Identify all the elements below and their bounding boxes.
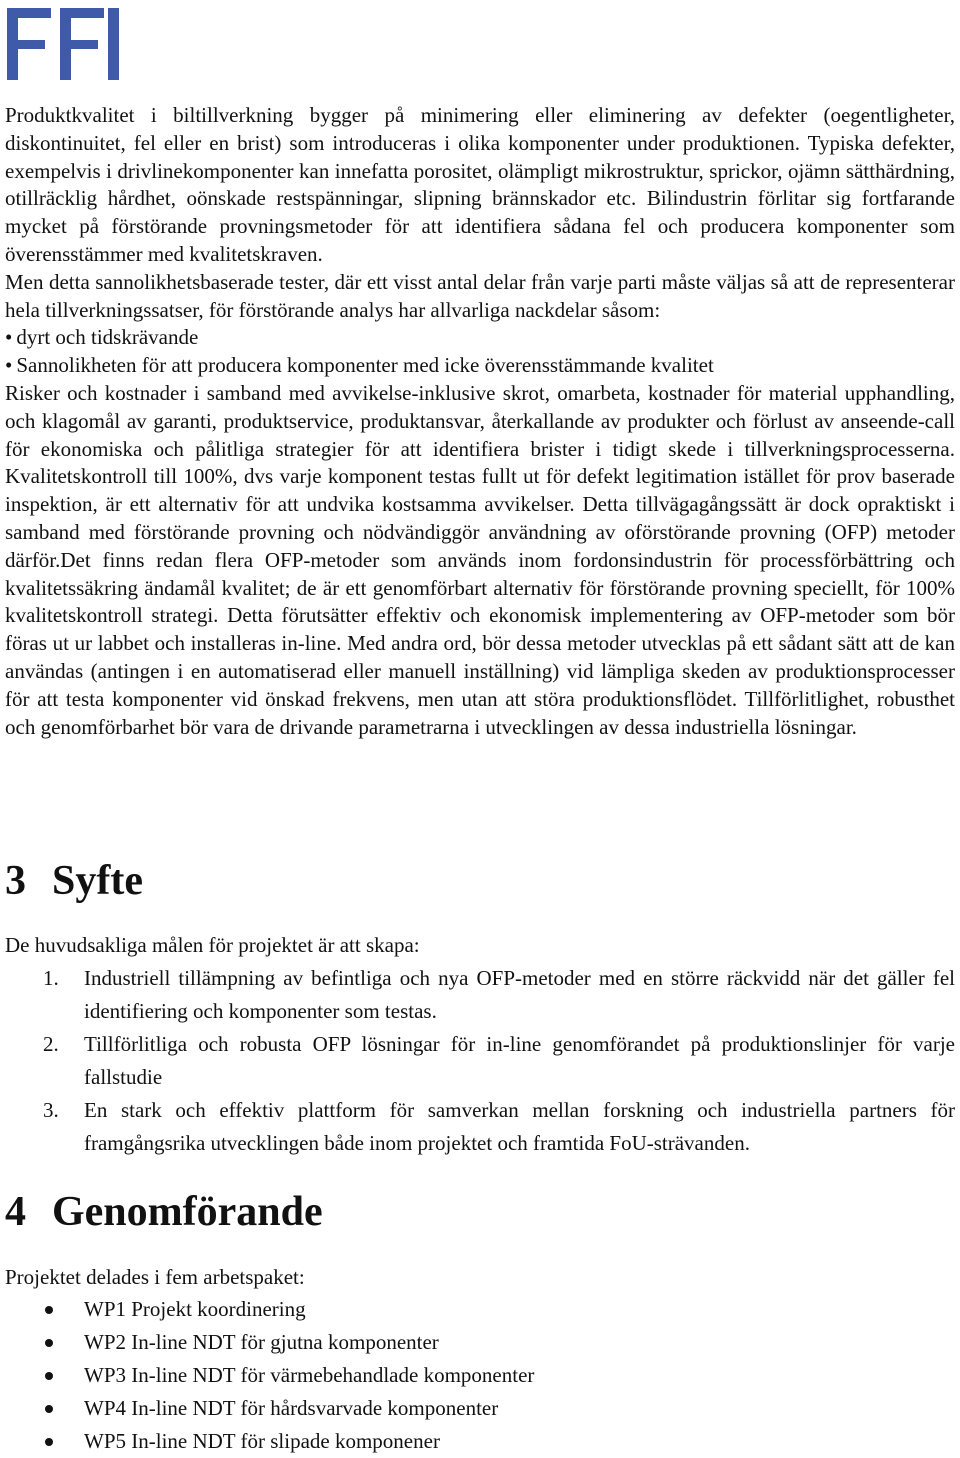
inline-bullet-text: dyrt och tidskrävande xyxy=(16,325,199,350)
section-heading-4 xyxy=(5,1188,323,1236)
section-number: 4 xyxy=(5,1189,26,1235)
list-item xyxy=(5,1094,955,1160)
inline-bullet-1 xyxy=(5,324,955,352)
section-3-intro: De huvudsakliga målen för projektet är att skapa: xyxy=(5,933,420,957)
body-text xyxy=(5,102,955,741)
section-title: Genomförande xyxy=(52,1189,323,1235)
bullet-dot: • xyxy=(5,353,13,378)
list-marker: 3. xyxy=(43,1098,59,1122)
intro-paragraph: Produktkvalitet i biltillverkning bygger på minimering eller eliminering av defekter (oegentligheter, diskontinuitet, fel eller en brist) som introduceras i olika komponenter under produktionen. Typiska defekter, exempelvis i drivlinekomponenter kan innefatta porositet, olämpligt mikrostruktur, sprickor, ojämn sätthärdning, otillräcklig hårdhet, oönskade restspänningar, slipning brännskador etc. Bilindustrin förlitar sig fortfarande mycket på förstörande provningsmetoder för att identifiera sådana fel och producera komponenter som överensstämmer med kvalitetskraven. xyxy=(5,103,955,266)
list-item-text: En stark och effektiv plattform för samverkan mellan forskning och industriella partners för framgångsrika utvecklingen både inom projektet och framtida FoU-strävanden. xyxy=(84,1098,955,1155)
list-marker: 2. xyxy=(43,1032,59,1056)
list-item xyxy=(5,1326,955,1359)
bullet-icon xyxy=(45,1438,53,1446)
second-paragraph: Men detta sannolikhetsbaserade tester, där ett visst antal delar från varje parti måste väljas så att de representerar hela tillverkningssatser, för förstörande analys har allvarliga nackdelar såsom: xyxy=(5,269,955,322)
work-packages-list xyxy=(5,1293,955,1458)
bullet-icon xyxy=(45,1339,53,1347)
list-item xyxy=(5,962,955,1028)
bullet-icon xyxy=(45,1372,53,1380)
section-number: 3 xyxy=(5,858,26,904)
list-item-text: Tillförlitliga och robusta OFP lösningar för in-line genomförandet på produktionslinjer för varje fallstudie xyxy=(84,1032,955,1089)
bullet-icon xyxy=(45,1306,53,1314)
list-marker: 1. xyxy=(43,966,59,990)
ffi-logo-graphic xyxy=(5,2,120,80)
bullet-dot: • xyxy=(5,325,13,350)
list-item-text: WP4 In-line NDT för hårdsvarvade komponenter xyxy=(84,1396,499,1420)
ffi-logo xyxy=(5,2,120,80)
list-item-text: WP5 In-line NDT för slipade komponener xyxy=(84,1429,440,1453)
list-item-text: WP1 Projekt koordinering xyxy=(84,1297,306,1321)
inline-bullet-text: Sannolikheten för att producera komponenter med icke överensstämmande kvalitet xyxy=(16,353,714,378)
bullet-icon xyxy=(45,1405,53,1413)
third-paragraph: Risker och kostnader i samband med avvikelse-inklusive skrot, omarbeta, kostnader för material upphandling, och klagomål av garanti, produktservice, produktansvar, återkallande av produkter och förlust av anseende-call för ekonomiska och pålitliga strategier för att identifiera brister i tidigt skede i tillverkningsprocesserna. Kvalitetskontroll till 100%, dvs varje komponent testas fullt ut för defekt legitimation istället för prov baserade inspektion, är ett alternativ för att undvika kostsamma avvikelser. Detta tillvägagångssätt är dock opraktiskt i samband med förstörande provning och nödvändiggör användning av oförstörande provning (OFP) metoder därför.Det finns redan flera OFP-metoder som används inom fordonsindustrin för processförbättring och kvalitetssäkring ändamål kvalitet; de är ett genomförbart alternativ för förstörande provning speciellt, för 100% kvalitetskontroll strategi. Detta förutsätter effektiv och ekonomisk implementering av OFP-metoder som bör föras ut ur labbet och installeras in-line. Med andra ord, bör dessa metoder utvecklas på ett sådant sätt att de kan användas (antingen i en automatiserad eller manuell inställning) vid lämpliga skeden av produktionsprocesser för att testa komponenter vid önskad frekvens, men utan att störa produktionsflödet. Tillförlitlighet, robusthet och genomförbarhet bör vara de drivande parametrarna i utvecklingen av dessa industriella lösningar. xyxy=(5,380,955,739)
section-4-intro: Projektet delades i fem arbetspaket: xyxy=(5,1265,305,1289)
section-title: Syfte xyxy=(52,858,143,904)
list-item-text: WP3 In-line NDT för värmebehandlade komponenter xyxy=(84,1363,535,1387)
section-heading-3 xyxy=(5,857,143,905)
inline-bullet-2 xyxy=(5,352,955,380)
list-item xyxy=(5,1425,955,1458)
list-item xyxy=(5,1293,955,1326)
list-item xyxy=(5,1028,955,1094)
list-item-text: WP2 In-line NDT för gjutna komponenter xyxy=(84,1330,439,1354)
list-item xyxy=(5,1359,955,1392)
goals-list xyxy=(5,962,955,1160)
list-item xyxy=(5,1392,955,1425)
list-item-text: Industriell tillämpning av befintliga och nya OFP-metoder med en större räckvidd när det gäller fel identifiering och komponenter som testas. xyxy=(84,966,955,1023)
